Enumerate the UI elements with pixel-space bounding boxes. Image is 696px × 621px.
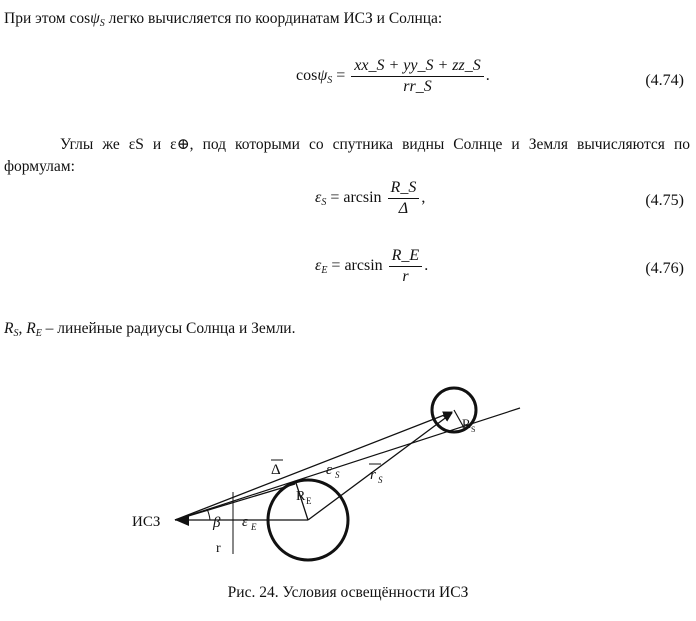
- eq474-eq: =: [332, 67, 350, 85]
- rs-vector-sub: S: [378, 475, 383, 485]
- beta-label: β: [213, 515, 221, 531]
- re-sub: E: [306, 496, 312, 506]
- equation-number-4-76: (4.76): [645, 260, 684, 277]
- eps-s-sub: S: [335, 470, 340, 480]
- eps-e-sub: E: [251, 522, 257, 532]
- sun-radius-label: R: [462, 416, 471, 431]
- re-sub: E: [35, 328, 42, 339]
- eps-e-label: ε: [242, 514, 248, 530]
- radii-comma: ,: [18, 320, 27, 337]
- angles-paragraph: Углы же εS и ε⊕, под которыми со спутника видны Солнце и Земля вычисляются по формулам:: [4, 136, 690, 175]
- eq474-lhs: cos: [296, 67, 318, 85]
- eq475-sub: S: [321, 197, 327, 209]
- delta-vector: [175, 412, 452, 520]
- r-label: r: [216, 541, 221, 556]
- beta-arc: [207, 509, 210, 520]
- intro-psi: ψ: [90, 10, 100, 27]
- re-symbol: R: [26, 320, 36, 337]
- eq476-denominator: r: [402, 268, 409, 285]
- eq474-denominator: rr_S: [403, 78, 432, 95]
- eq475-numerator: R_S: [388, 178, 420, 199]
- delta-label: Δ: [271, 462, 281, 478]
- eq476-numerator: R_E: [389, 246, 423, 267]
- eps-s-label: ε: [326, 462, 332, 478]
- rs-vector-label: r: [370, 467, 376, 483]
- equation-number-4-74: (4.74): [645, 72, 684, 89]
- eq475-denominator: Δ: [398, 200, 409, 217]
- eq475-tail: ,: [421, 189, 426, 207]
- eq474-numerator: xx_S + yy_S + zz_S: [351, 56, 483, 77]
- eq474-tail: .: [485, 67, 490, 85]
- satellite-label: ИСЗ: [132, 514, 161, 530]
- eq474-psi: ψ: [317, 67, 328, 85]
- rs-symbol: R: [4, 320, 14, 337]
- eq476-tail: .: [424, 257, 429, 275]
- eq476-eps: ε: [315, 257, 322, 275]
- eq474-sub: S: [327, 75, 333, 87]
- eq475-mid: = arcsin: [326, 189, 386, 207]
- eq476-mid: = arcsin: [327, 257, 387, 275]
- satellite-marker-icon: [175, 514, 189, 526]
- intro-after: легко вычисляется по координатам ИСЗ и Солнца:: [104, 10, 443, 27]
- radii-rest: – линейные радиусы Солнца и Земли.: [41, 320, 296, 337]
- eq476-sub: E: [321, 265, 328, 277]
- equation-number-4-75: (4.75): [645, 192, 684, 209]
- sun-radius-sub: S: [471, 425, 476, 434]
- intro-before: При этом cos: [4, 10, 91, 27]
- rs-sub: S: [13, 328, 19, 339]
- eq475-eps: ε: [315, 189, 322, 207]
- re-label: R: [296, 489, 306, 504]
- intro-psi-sub: S: [99, 18, 105, 29]
- figure-caption: Рис. 24. Условия освещённости ИСЗ: [227, 584, 469, 601]
